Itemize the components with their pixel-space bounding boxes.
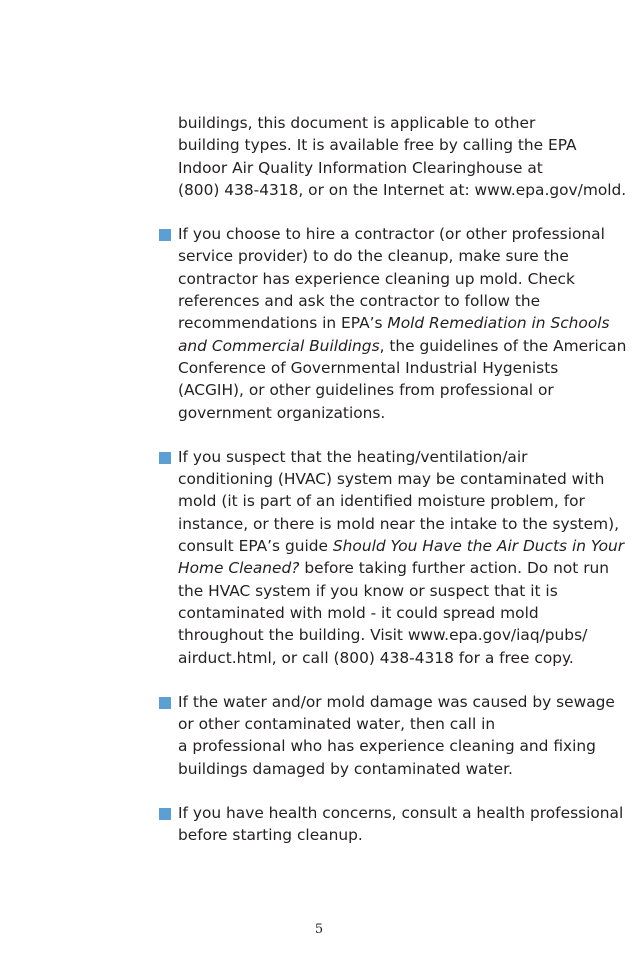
square-bullet-icon [159, 229, 171, 241]
text-line: conditioning (HVAC) system may be contaminated with [178, 470, 605, 489]
text-line: references and ask the contractor to follow the [178, 292, 541, 311]
text-line: If you suspect that the heating/ventilation/air [178, 447, 528, 466]
text-line: Home Cleaned? before taking further action. Do not run [178, 559, 610, 578]
text-line: buildings, this document is applicable to other [178, 114, 536, 132]
text-line: buildings damaged by contaminated water. [178, 759, 513, 778]
square-bullet-icon [159, 452, 171, 464]
publication-title: Should You Have the Air Ducts in Your [332, 537, 625, 556]
square-bullet-icon [159, 697, 171, 709]
text-line: building types. It is available free by calling the EPA [178, 136, 577, 155]
text-line: If you choose to hire a contractor (or other professional [178, 225, 605, 244]
text-line: airduct.html, or call (800) 438-4318 for a free copy. [178, 648, 574, 667]
text-line: (800) 438-4318, or on the Internet at: www.epa.gov/mold. [178, 180, 627, 199]
intro-paragraph [178, 112, 627, 201]
publication-title: and Commercial Buildings [178, 336, 380, 355]
text-line: (ACGIH), or other guidelines from professional or [178, 381, 554, 400]
text-line: the HVAC system if you know or suspect that it is [178, 581, 558, 600]
text-line: If the water and/or mold damage was caused by sewage [178, 692, 615, 711]
text-line: If you have health concerns, consult a health professional [178, 804, 624, 823]
text-line: government organizations. [178, 403, 386, 422]
page-number: 5 [314, 922, 324, 937]
bullet-item-health [178, 802, 624, 847]
text-line: mold (it is part of an identified moisture problem, for [178, 492, 585, 511]
text-line: before starting cleanup. [178, 826, 363, 845]
bullet-item-contractor [178, 223, 627, 424]
text-line: recommendations in EPA’s Mold Remediation in Schools [178, 314, 610, 333]
text-line: and Commercial Buildings, the guidelines of the American [178, 336, 627, 355]
text-line: throughout the building. Visit www.epa.gov/iaq/pubs/ [178, 626, 588, 645]
text-line: service provider) to do the cleanup, make sure the [178, 247, 569, 266]
text-line: contaminated with mold - it could spread mold [178, 603, 539, 622]
square-bullet-icon [159, 808, 171, 820]
publication-title: Home Cleaned? [178, 559, 300, 578]
text-line: instance, or there is mold near the intake to the system), [178, 514, 620, 533]
text-line: contractor has experience cleaning up mold. Check [178, 269, 575, 288]
body-text [178, 112, 627, 869]
bullet-item-hvac [178, 446, 625, 669]
bullet-item-sewage [178, 691, 615, 780]
text-line: or other contaminated water, then call in [178, 715, 496, 734]
text-line: Conference of Governmental Industrial Hygenists [178, 358, 559, 377]
text-line: a professional who has experience cleaning and fixing [178, 737, 596, 756]
text-line: consult EPA’s guide Should You Have the Air Ducts in Your [178, 537, 625, 556]
text-line: Indoor Air Quality Information Clearinghouse at [178, 158, 543, 177]
publication-title: Mold Remediation in Schools [387, 314, 610, 333]
